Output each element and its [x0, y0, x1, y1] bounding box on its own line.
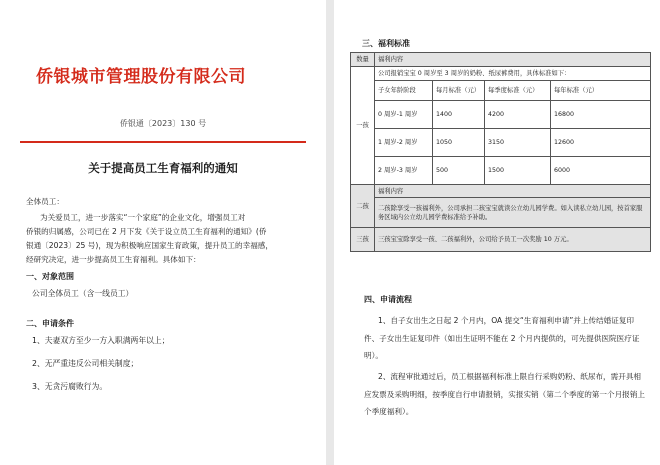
right-document-page	[334, 0, 660, 465]
age-cell: 2 周岁-3 周岁	[375, 157, 433, 185]
intro-paragraph	[40, 211, 245, 224]
intro-line: 为关爱员工，进一步落实“一个家庭”的企业文化，增强员工对	[40, 213, 246, 222]
subheader-monthly: 每月标准（元）	[433, 81, 485, 101]
second-child-label: 二孩	[351, 185, 375, 228]
monthly-cell: 500	[433, 157, 485, 185]
yearly-cell: 12600	[551, 129, 651, 157]
subheader-quarterly: 每季度标准（元）	[485, 81, 551, 101]
subheader-age: 子女年龄阶段	[375, 81, 433, 101]
condition-item: 1、夫妻双方至少一方入职满两年以上；	[32, 336, 170, 345]
org-title: 侨银城市管理股份有限公司	[36, 67, 246, 87]
header-quantity: 数量	[351, 53, 375, 67]
table-row	[351, 198, 651, 228]
section1-text: 公司全体员工（含一线员工）	[32, 289, 134, 298]
first-child-label: 一孩	[351, 67, 375, 185]
table-header-row	[351, 53, 651, 67]
condition-item: 3、无贪污腐败行为。	[32, 382, 108, 391]
table-row	[351, 129, 651, 157]
section3-heading: 三、福利标准	[362, 39, 410, 48]
age-cell: 1 周岁-2 周岁	[375, 129, 433, 157]
third-child-label: 三孩	[351, 228, 375, 252]
table-subheader-row	[351, 81, 651, 101]
monthly-cell: 1050	[433, 129, 485, 157]
red-divider	[20, 141, 306, 143]
yearly-cell: 6000	[551, 157, 651, 185]
quarterly-cell: 3150	[485, 129, 551, 157]
third-child-description: 三孩宝宝除享受一孩、二孩福利外，公司给予员工一次奖励 10 万元。	[375, 228, 651, 252]
section2-heading: 二、申请条件	[26, 319, 74, 328]
monthly-cell: 1400	[433, 101, 485, 129]
document-number: 侨银通〔2023〕130 号	[119, 119, 207, 128]
welfare-table	[350, 52, 651, 252]
notice-title: 关于提高员工生育福利的通知	[88, 161, 238, 175]
table-row	[351, 157, 651, 185]
intro-line: 银通〔2023〕25 号)，现为积极响应国家生育政策，提升员工的幸福感，	[26, 241, 273, 250]
table-row	[351, 228, 651, 252]
left-document-page	[0, 0, 326, 465]
section1-heading: 一、对象范围	[26, 272, 74, 281]
section4-heading: 四、申请流程	[364, 295, 412, 304]
process-step: 1、自子女出生之日起 2 个月内，OA 提交“生育福利申请”并上传结婚证复印件、子女出生证复印件（如出生证明不能在 2 个月内提供的，可先提供医院医疗证明）。	[364, 316, 640, 360]
condition-item: 2、无严重违反公司相关制度；	[32, 359, 139, 368]
quarterly-cell: 4200	[485, 101, 551, 129]
greeting: 全体员工：	[26, 197, 64, 206]
header-content: 福利内容	[375, 53, 651, 67]
subheader-yearly: 每年标准（元）	[551, 81, 651, 101]
intro-line: 侨银的归属感，公司已在 2 月下发《关于设立员工生育福利的通知》(侨	[26, 227, 267, 236]
age-cell: 0 周岁-1 周岁	[375, 101, 433, 129]
first-child-description: 公司报销宝宝 0 周岁至 3 周岁的奶粉、纸尿裤费用，具体标准如下：	[375, 67, 651, 81]
table-row	[351, 185, 651, 198]
table-row	[351, 67, 651, 81]
second-child-description: 二孩除享受一孩福利外，公司承担二孩宝宝就读公立幼儿园学费。如入读私立幼儿园，按首家服务区域内公立幼儿园学费标准给予补助。	[375, 198, 651, 228]
table-row	[351, 101, 651, 129]
second-child-header: 福利内容	[375, 185, 651, 198]
process-step: 2、流程审批通过后，员工根据福利标准上限自行采购奶粉、纸尿布，需开具相应发票及采购明细，按季度自行申请报销，实报实销（第二个季度的第一个月报销上个季度福利）。	[364, 372, 645, 416]
yearly-cell: 16800	[551, 101, 651, 129]
intro-line: 经研究决定，进一步提高员工生育福利。具体如下：	[26, 255, 201, 264]
quarterly-cell: 1500	[485, 157, 551, 185]
